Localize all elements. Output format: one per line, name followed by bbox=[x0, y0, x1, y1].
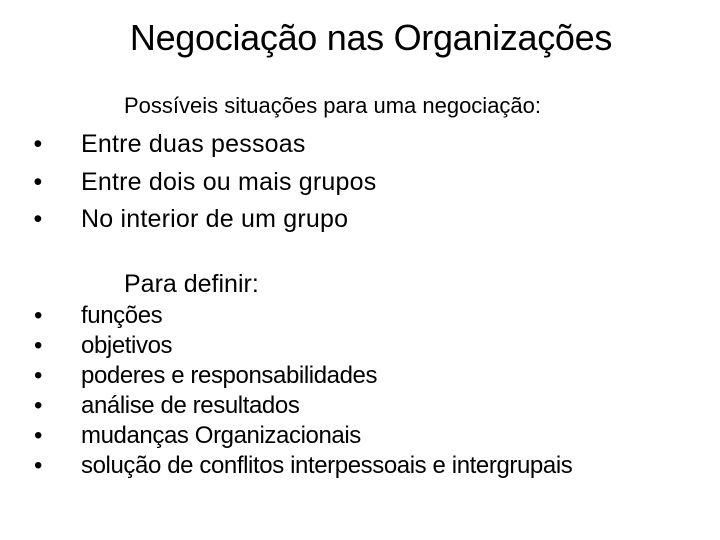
list-item bbox=[0, 331, 572, 361]
bullet-icon: • bbox=[33, 422, 42, 449]
slide-title: Negociação nas Organizações bbox=[129, 17, 613, 58]
list-item-text: solução de conflitos interpessoais e intergrupais bbox=[81, 452, 573, 479]
list-item bbox=[0, 164, 376, 202]
list-item-text: Entre duas pessoas bbox=[81, 130, 306, 158]
list-item-text: análise de resultados bbox=[81, 392, 300, 419]
list-item bbox=[0, 301, 572, 331]
list-item bbox=[0, 451, 572, 481]
section-b-intro: Para definir: bbox=[124, 270, 259, 298]
list-item bbox=[0, 201, 376, 239]
list-item bbox=[0, 361, 572, 391]
list-item bbox=[0, 126, 376, 164]
list-item bbox=[0, 391, 572, 421]
list-item-text: poderes e responsabilidades bbox=[81, 362, 378, 389]
list-item-text: No interior de um grupo bbox=[81, 205, 349, 233]
bullet-icon: • bbox=[33, 205, 43, 233]
bullet-icon: • bbox=[33, 362, 42, 389]
list-item bbox=[0, 421, 572, 451]
bullet-icon: • bbox=[33, 130, 43, 158]
section-a-intro: Possíveis situações para uma negociação: bbox=[124, 93, 542, 118]
bullet-icon: • bbox=[33, 332, 42, 359]
bullet-icon: • bbox=[33, 452, 42, 479]
bullet-icon: • bbox=[33, 392, 42, 419]
bullet-icon: • bbox=[33, 302, 42, 329]
list-item-text: Entre dois ou mais grupos bbox=[81, 167, 377, 196]
section-b-list bbox=[0, 301, 572, 481]
section-a-list bbox=[0, 126, 376, 239]
bullet-icon: • bbox=[33, 167, 43, 196]
list-item-text: funções bbox=[81, 302, 163, 329]
list-item-text: mudanças Organizacionais bbox=[81, 422, 361, 449]
list-item-text: objetivos bbox=[81, 332, 173, 359]
